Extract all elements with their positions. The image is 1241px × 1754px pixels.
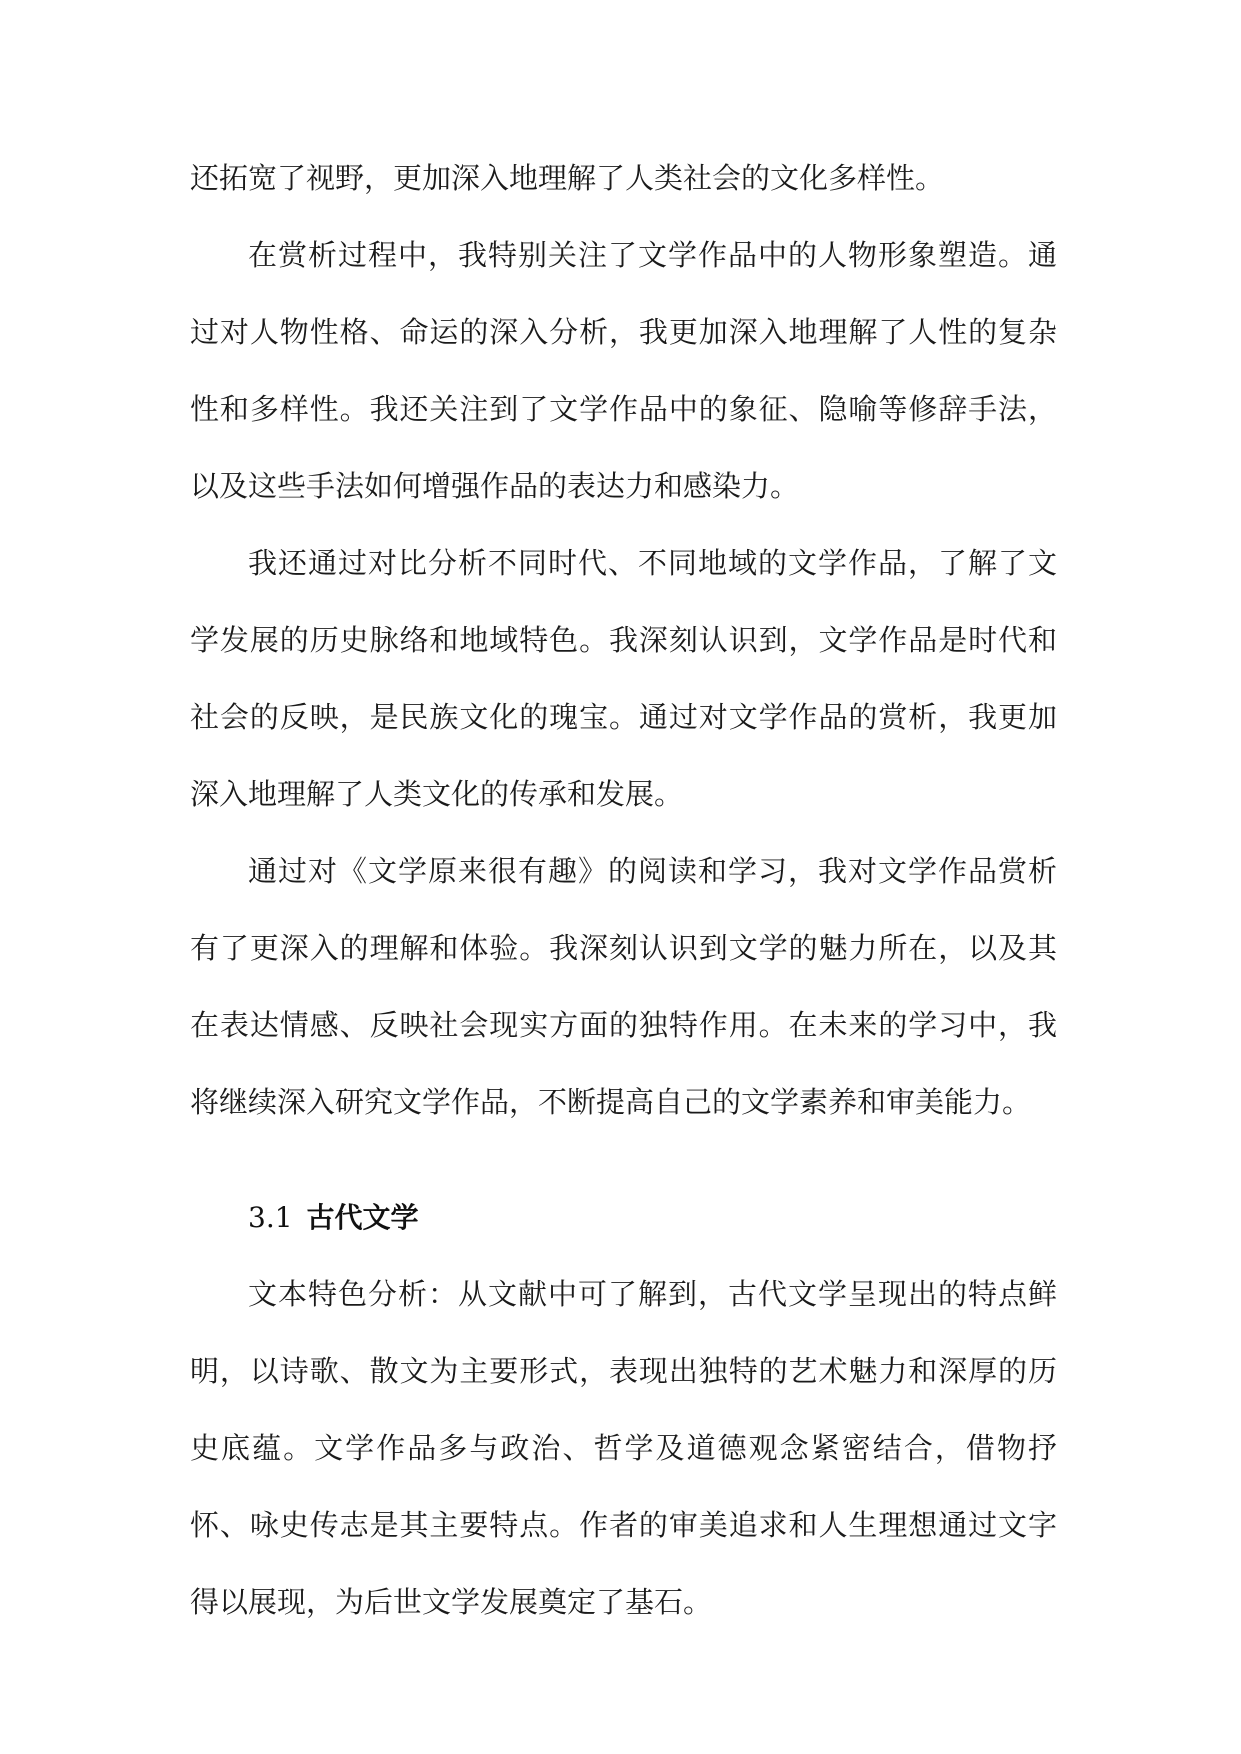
paragraph-comparative-analysis: 我还通过对比分析不同时代、不同地域的文学作品，了解了文学发展的历史脉络和地域特色。我深刻认识到，文学作品是时代和社会的反映，是民族文化的瑰宝。通过对文学作品的赏析，我更加深入地理解了人类文化的传承和发展。 bbox=[190, 546, 1057, 811]
section-title: 古代文学 bbox=[306, 1201, 419, 1234]
paragraph-character-analysis: 在赏析过程中，我特别关注了文学作品中的人物形象塑造。通过对人物性格、命运的深入分析，我更加深入地理解了人性的复杂性和多样性。我还关注到了文学作品中的象征、隐喻等修辞手法，以及这些手法如何增强作品的表达力和感染力。 bbox=[190, 238, 1057, 503]
document-body bbox=[190, 140, 1057, 1641]
paragraph-continuation: 还拓宽了视野，更加深入地理解了人类社会的文化多样性。 bbox=[190, 161, 945, 195]
paragraph-ancient-literature: 文本特色分析：从文献中可了解到，古代文学呈现出的特点鲜明，以诗歌、散文为主要形式，表现出独特的艺术魅力和深厚的历史底蕴。文学作品多与政治、哲学及道德观念紧密结合，借物抒怀、咏史传志是其主要特点。作者的审美追求和人生理想通过文字得以展现，为后世文学发展奠定了基石。 bbox=[190, 1277, 1057, 1619]
paragraph-conclusion: 通过对《文学原来很有趣》的阅读和学习，我对文学作品赏析有了更深入的理解和体验。我深刻认识到文学的魅力所在，以及其在表达情感、反映社会现实方面的独特作用。在未来的学习中，我将继续深入研究文学作品，不断提高自己的文学素养和审美能力。 bbox=[190, 854, 1057, 1119]
section-number: 3.1 bbox=[248, 1201, 293, 1234]
section-heading bbox=[190, 1179, 1057, 1256]
